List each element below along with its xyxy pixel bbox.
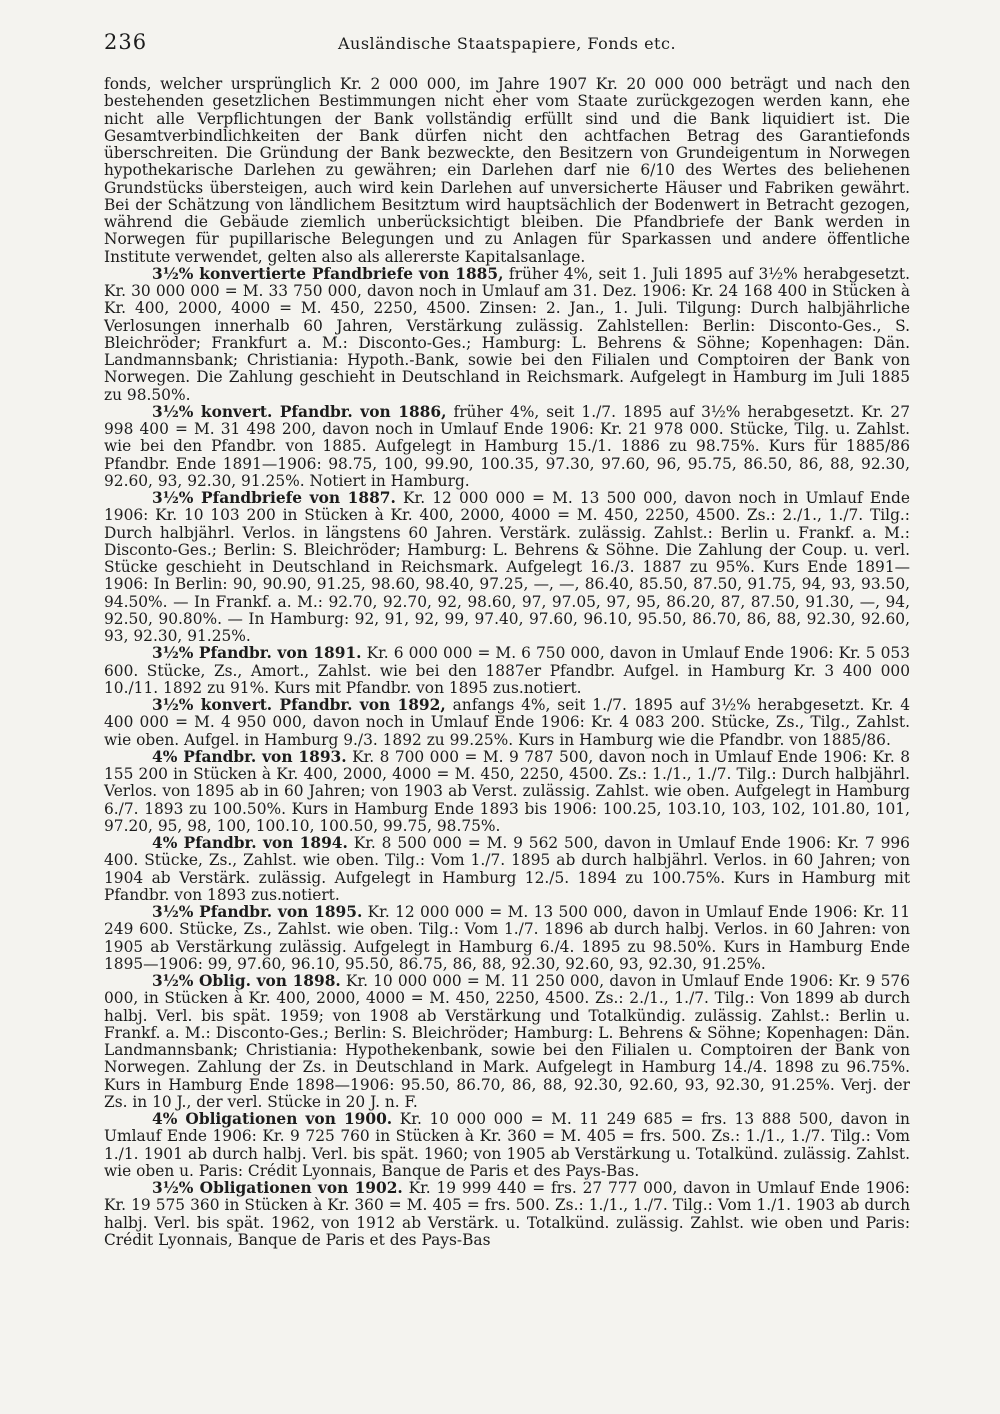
body-text	[104, 76, 910, 1249]
entry-1885	[104, 266, 910, 404]
entry-heading: 3½% konvertierte Pfandbriefe von 1885,	[152, 264, 504, 283]
entry-text: Kr. 12 000 000 = M. 13 500 000, davon noch in Umlauf Ende 1906: Kr. 10 103 200 in Stücken à Kr. 400, 2000, 4000 = M. 450, 2250, 4500. Zs.: 2./1., 1./7. Tilg.: Durch halbjährl. Verlos. in längstens 60 Jahren. Verstärk. zulässig. Zahlst.: Berlin u. Frankf. a. M.: Disconto-Ges.; Berlin: S. Bleichröder; Hamburg: L. Behrens & Söhne. Die Zahlung der Coup. u. verl. Stücke geschieht in Deutschland in Reichsmark. Aufgelegt 16./3. 1887 zu 95%. Kurs Ende 1891—1906: In Berlin: 90, 90.90, 91.25, 98.60, 98.40, 97.25, —, —, 86.40, 85.50, 87.50, 91.75, 94, 93, 93.50, 94.50%. — In Frankf. a. M.: 92.70, 92.70, 92, 98.60, 97, 97.05, 97, 95, 86.20, 87, 87.50, 91.30, —, 94, 92.50, 90.80%. — In Hamburg: 92, 91, 92, 99, 97.40, 97.60, 96.10, 95.50, 86.70, 86, 88, 92.30, 92.60, 93, 92.30, 91.25%.	[104, 489, 910, 645]
entry-text: Kr. 19 999 440 = frs. 27 777 000, davon in Umlauf Ende 1906: Kr. 19 575 360 in Stücken à Kr. 360 = M. 405 = frs. 500. Zs.: 1./1., 1./7. Tilg.: Vom 1./1. 1903 ab durch halbj. Verl. bis spät. 1962, von 1912 ab Verstärk. u. Totalkünd. zulässig. Zahlst. wie oben und Paris: Crédit Lyonnais, Banque de Paris et des Pays-Bas	[104, 1179, 910, 1249]
entry-1891	[104, 645, 910, 697]
entry-text: anfangs 4%, seit 1./7. 1895 auf 3½% herabgesetzt. Kr. 4 400 000 = M. 4 950 000, davon noch in Umlauf Ende 1906: Kr. 4 083 200. Stücke, Zs., Tilg., Zahlst. wie oben. Aufgel. in Hamburg 9./3. 1892 zu 99.25%. Kurs in Hamburg wie die Pfandbr. von 1885/86.	[104, 696, 910, 749]
entry-1887	[104, 490, 910, 645]
entry-heading: 3½% konvert. Pfandbr. von 1892,	[152, 696, 446, 714]
entry-heading: 4% Obligationen von 1900.	[152, 1110, 393, 1128]
entry-1898	[104, 973, 910, 1111]
entry-text: Kr. 10 000 000 = M. 11 249 685 = frs. 13 888 500, davon in Umlauf Ende 1906: Kr. 9 725 760 in Stücken à Kr. 360 = M. 405 = frs. 500. Zs.: 1./1., 1./7. Tilg.: Vom 1./1. 1901 ab durch halbj. Verl. bis spät. 1960; von 1905 ab Verstärkung u. Totalkünd. zulässig. Zahlst. wie oben u. Paris: Crédit Lyonnais, Banque de Paris et des Pays-Bas.	[104, 1110, 910, 1180]
entry-1900	[104, 1111, 910, 1180]
entry-1892	[104, 697, 910, 749]
entry-text: früher 4%, seit 1. Juli 1895 auf 3½% herabgesetzt. Kr. 30 000 000 = M. 33 750 000, davon noch in Umlauf am 31. Dez. 1906: Kr. 24 168 400 in Stücken à Kr. 400, 2000, 4000 = M. 450, 2250, 4500. Zinsen: 2. Jan., 1. Juli. Tilgung: Durch halbjährliche Verlosungen innerhalb 60 Jahren, Verstärkung zulässig. Zahlstellen: Berlin: Disconto-Ges., S. Bleichröder; Frankfurt a. M.: Disconto-Ges.; Hamburg: L. Behrens & Söhne; Kopenhagen: Dän. Landmannsbank; Christiania: Hypoth.-Bank, sowie bei den Filialen und Comptoiren der Bank von Norwegen. Die Zahlung geschieht in Deutschland in Reichsmark. Aufgelegt in Hamburg im Juli 1885 zu 98.50%.	[104, 264, 910, 404]
entry-heading: 3½% Obligationen von 1902.	[152, 1179, 403, 1197]
entry-1894	[104, 835, 910, 904]
page-header	[104, 30, 910, 60]
entry-text: Kr. 8 500 000 = M. 9 562 500, davon in Umlauf Ende 1906: Kr. 7 996 400. Stücke, Zs., Zahlst. wie oben. Tilg.: Vom 1./7. 1895 ab durch halbjährl. Verlos. in 60 Jahren; von 1904 ab Verstärk. zulässig. Aufgelegt in Hamburg 12./5. 1894 zu 100.75%. Kurs in Hamburg mit Pfandbr. von 1893 zus.notiert.	[104, 834, 910, 904]
paragraph-text: fonds, welcher ursprünglich Kr. 2 000 000, im Jahre 1907 Kr. 20 000 000 beträgt und nach den bestehenden gesetzlichen Bestimmungen nicht eher vom Staate zurückgezogen werden kann, ehe nicht alle Verpflichtungen der Bank vollständig erfüllt sind und die Bank liquidiert ist. Die Gesamtverbindlichkeiten der Bank dürfen nicht den achtfachen Betrag des Garantiefonds überschreiten. Die Gründung der Bank bezweckte, den Besitzern von Grundeigentum in Norwegen hypothekarische Darlehen zu gewähren; ein Darlehen darf nie 6/10 des Wertes des beliehenen Grundstücks übersteigen, auch wird kein Darlehen auf unversicherte Häuser und Fabriken gewährt. Bei der Schätzung von ländlichem Besitztum wird hauptsächlich der Bodenwert in Betracht gezogen, während die Gebäude ziemlich unberücksichtigt bleiben. Die Pfandbriefe der Bank werden in Norwegen für pupillarische Belegungen und zu Anlagen für Sparkassen und andere öffentliche Institute verwendet, gelten also als allererste Kapitalsanlage.	[104, 75, 910, 266]
entry-heading: 3½% konvert. Pfandbr. von 1886,	[152, 402, 447, 421]
entry-1893	[104, 749, 910, 835]
entry-heading: 4% Pfandbr. von 1894.	[152, 834, 348, 852]
entry-text: Kr. 8 700 000 = M. 9 787 500, davon noch in Umlauf Ende 1906: Kr. 8 155 200 in Stücken à Kr. 400, 2000, 4000 = M. 450, 2250, 4500. Zs.: 1./1., 1./7. Tilg.: Durch halbjährl. Verlos. von 1895 ab in 60 Jahren; von 1903 ab Verst. zulässig. Zahlst. wie oben. Aufgelegt in Hamburg 6./7. 1893 zu 100.50%. Kurs in Hamburg Ende 1893 bis 1906: 100.25, 103.10, 103, 102, 101.80, 101, 97.20, 95, 98, 100, 100.10, 100.50, 99.75, 98.75%.	[104, 747, 910, 835]
running-title: Ausländische Staatspapiere, Fonds etc.	[337, 34, 677, 53]
entry-1886	[104, 404, 910, 490]
entry-1902	[104, 1180, 910, 1249]
entry-text: früher 4%, seit 1./7. 1895 auf 3½% herabgesetzt. Kr. 27 998 400 = M. 31 498 200, davon noch in Umlauf Ende 1906: Kr. 21 978 000. Stücke, Tilg. u. Zahlst. wie bei den Pfandbr. von 1885. Aufgelegt in Hamburg 15./1. 1886 zu 98.75%. Kurs für 1885/86 Pfandbr. Ende 1891—1906: 98.75, 100, 99.90, 100.35, 97.30, 97.60, 96, 95.75, 86.50, 86, 88, 92.30, 92.60, 93, 92.30, 91.25%. Notiert in Hamburg.	[104, 402, 910, 490]
entry-text: Kr. 12 000 000 = M. 13 500 000, davon in Umlauf Ende 1906: Kr. 11 249 600. Stücke, Zs., Zahlst. wie oben. Tilg.: Vom 1./7. 1896 ab durch halbj. Verlos. in 60 Jahren: von 1905 ab Verstärkung zulässig. Aufgelegt in Hamburg 6./4. 1895 zu 98.50%. Kurs in Hamburg Ende 1895—1906: 99, 97.60, 96.10, 95.50, 86.75, 86, 88, 92.30, 92.60, 93, 92.30, 91.25%.	[104, 903, 910, 973]
entry-text: Kr. 10 000 000 = M. 11 250 000, davon in Umlauf Ende 1906: Kr. 9 576 000, in Stücken à Kr. 400, 2000, 4000 = M. 450, 2250, 4500. Zs.: 2./1., 1./7. Tilg.: Von 1899 ab durch halbj. Verl. bis spät. 1959; von 1908 ab Verstärkung und Totalkündig. zulässig. Zahlst.: Berlin u. Frankf. a. M.: Disconto-Ges.; Berlin: S. Bleichröder; Hamburg: L. Behrens & Söhne; Kopenhagen: Dän. Landmannsbank; Christiania: Hypothekenbank, sowie bei den Filialen u. Comptoiren der Bank von Norwegen. Zahlung der Zs. in Deutschland in Mark. Aufgelegt in Hamburg 14./4. 1898 zu 96.75%. Kurs in Hamburg Ende 1898—1906: 95.50, 86.70, 86, 88, 92.30, 92.60, 93, 92.30, 91.25%. Verj. der Zs. in 10 J., der verl. Stücke in 20 J. n. F.	[104, 972, 910, 1111]
entry-heading: 3½% Pfandbr. von 1895.	[152, 903, 363, 921]
entry-heading: 3½% Pfandbriefe von 1887.	[152, 489, 396, 507]
entry-heading: 4% Pfandbr. von 1893.	[152, 747, 347, 766]
paragraph-intro	[104, 76, 910, 266]
entry-heading: 3½% Pfandbr. von 1891.	[152, 644, 362, 663]
entry-1895	[104, 904, 910, 973]
page-number: 236	[104, 30, 148, 54]
entry-heading: 3½% Oblig. von 1898.	[152, 972, 341, 990]
entry-text: Kr. 6 000 000 = M. 6 750 000, davon in Umlauf Ende 1906: Kr. 5 053 600. Stücke, Zs., Amort., Zahlst. wie bei den 1887er Pfandbr. Aufgel. in Hamburg Kr. 3 400 000 10./11. 1892 zu 91%. Kurs mit Pfandbr. von 1895 zus.notiert.	[104, 644, 910, 697]
